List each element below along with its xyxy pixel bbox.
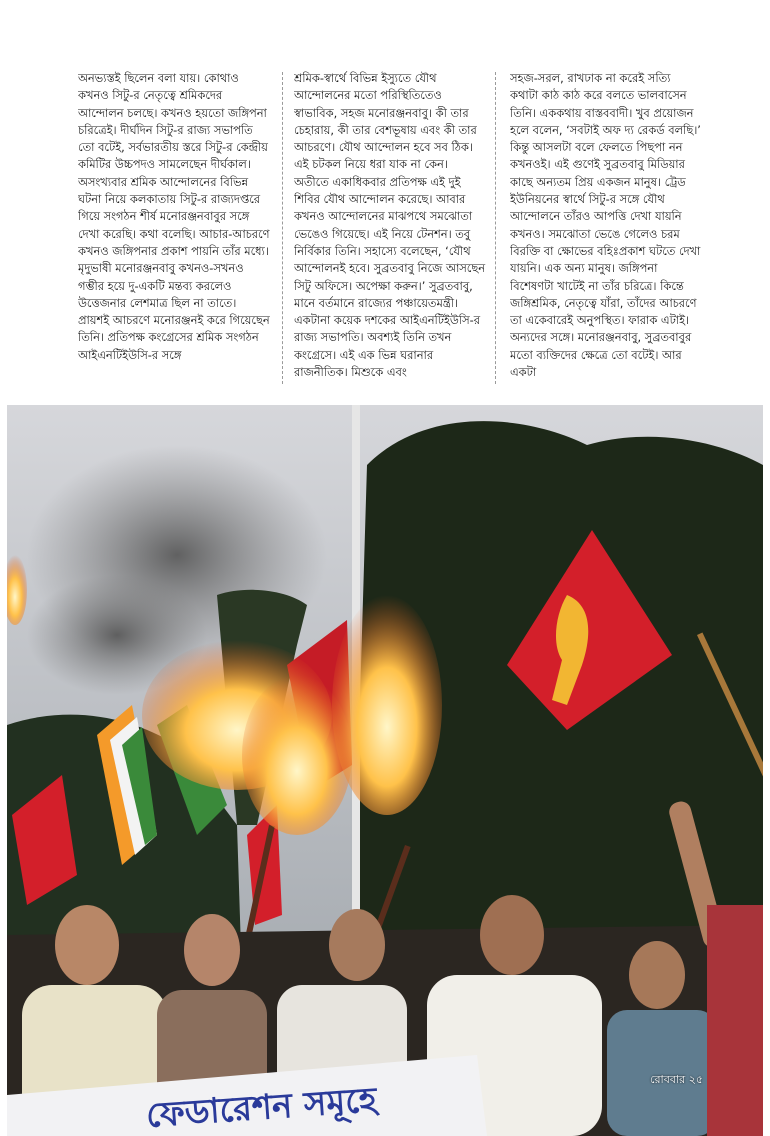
protest-photo <box>7 405 763 1136</box>
page-label: রোববার ২৫ <box>650 1073 703 1086</box>
article-column-1: অনভ্যস্তই ছিলেন বলা যায়। কোথাও কখনও সিটু-র নেতৃত্বে শ্রমিকদের আন্দোলন চলছে। কখনও হয়তো জঙ্গিপনা চরিত্রেই। দীর্ঘদিন সিটু-র রাজ্য সভাপতি তো বটেই, সর্বভারতীয় স্তরে সিটু-র কেন্দ্রীয় কমিটির উচ্চপদও সামলেছেন দীর্ঘকাল। অসংখ্যবার শ্রমিক আন্দোলনের বিভিন্ন ঘটনা নিয়ে কলকাতায় সিটু-র রাজ্যদপ্তরে গিয়ে সংগঠন শীর্ষ মনোরঞ্জনবাবুর সঙ্গে দেখা করেছি। কথা বলেছি। আচার-আচরণে কখনও জঙ্গিপনার প্রকাশ পায়নি তাঁর মধ্যে। মৃদুভাষী মনোরঞ্জনবাবু কখনও-সখনও গম্ভীর হয়ে দু-একটি মন্তব্য করলেও উত্তেজনার লেশমাত্র ছিল না তাতে। প্রায়শই আচরণে মনোরঞ্জনই করে গিয়েছেন তিনি। প্রতিপক্ষ কংগ্রেসের শ্রমিক সংগঠন আইএনটিইউসি-র সঙ্গে <box>78 71 270 362</box>
person-head-3 <box>329 909 385 981</box>
article-column-2: শ্রমিক-স্বার্থে বিভিন্ন ইস্যুতে যৌথ আন্দোলনের মতো পরিস্থিতিতেও স্বাভাবিক, সহজ মনোরঞ্জনবাবু। কী তার চেহারায়, কী তার বেশভূষায় এবং কী তার আচরণে। যৌথ আন্দোলন হবে সব ঠিক। এই চটকল নিয়ে ধরা যাক না কেন। অতীতে একাধিকবার প্রতিপক্ষ এই দুই শিবির যৌথ আন্দোলন করেছে। আবার কখনও আন্দোলনের মাঝপথে সমঝোতা ভেঙেও গিয়েছে। এই নিয়ে টেনশন। তবু নির্বিকার তিনি। সহাস্যে বলেছেন, ‘যৌথ আন্দোলনই হবে। সুব্রতবাবু নিজে আসছেন সিটু অফিসে। অপেক্ষা করুন।’ সুব্রতবাবু, মানে বর্তমানে রাজ্যের পঞ্চায়েতমন্ত্রী। একটানা কয়েক দশকের আইএনটিইউসি-র রাজ্য সভাপতি। অবশ্যই তিনি তখন কংগ্রেসে। এই এক ভিন্ন ঘরানার রাজনীতিক। মিশুকে এবং <box>294 71 486 380</box>
article-columns <box>78 70 703 385</box>
person-head-4 <box>480 895 544 975</box>
flame-right <box>332 595 442 815</box>
striped-shirt-person <box>707 905 763 1136</box>
person-head-5 <box>629 941 685 1009</box>
column-divider-2 <box>495 72 496 384</box>
person-head-1 <box>55 905 119 985</box>
person-head-2 <box>184 914 240 986</box>
banner-text: ফেডারেশন সমূহে <box>144 1079 379 1136</box>
article-column-3: সহজ-সরল, রাখঢাক না করেই সত্যি কথাটা কাঠ কাঠ করে বলতে ভালবাসেন তিনি। এককথায় বাস্তববাদী। খুব প্রয়োজন হলে বলেন, ‘সবটাই অফ দ্য রেকর্ড বলছি।’ কিন্তু আসলটা বলে ফেলতে পিছপা নন কখনওই। এই গুণেই সুব্রতবাবু মিডিয়ার কাছে অন্যতম প্রিয় একজন মানুষ। ট্রেড ইউনিয়নের স্বার্থে সিটু-র সঙ্গে যৌথ আন্দোলনে তাঁরও আপত্তি দেখা যায়নি কখনও। সমঝোতা ভেঙে গেলেও চরম বিরক্তি বা ক্ষোভের বহিঃপ্রকাশ ঘটতে দেখা যায়নি। এক অন্য মানুষ। জঙ্গিপনা বিশেষণটা খাটেই না তাঁর চরিত্রে। কিন্তে জঙ্গিশ্রমিক, নেতৃত্বে যাঁরা, তাঁদের আচরণে তা একেবারেই অনুপস্থিত। ফারাক এটাই। অন্যদের সঙ্গে। মনোরঞ্জনবাবু, সুব্রতবাবুর মতো ব্যক্তিদের ক্ষেত্রে তো বটেই। আর একটা <box>510 71 701 380</box>
column-divider-1 <box>282 72 283 384</box>
